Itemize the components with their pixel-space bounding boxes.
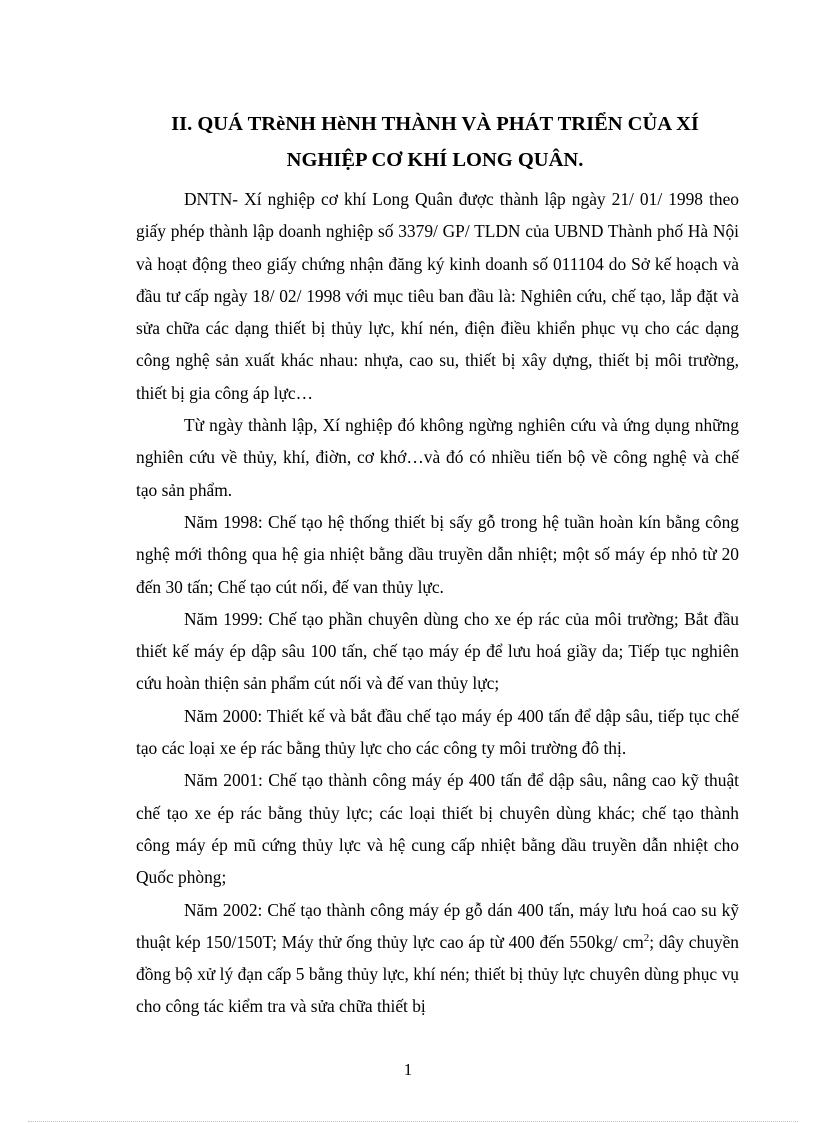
paragraph-intro: DNTN- Xí nghiệp cơ khí Long Quân được thành lập ngày 21/ 01/ 1998 theo giấy phép thành lập doanh nghiệp số 3379/ GP/ TLDN của UBND Thành phố Hà Nội và hoạt động theo giấy chứng nhận đăng ký kinh doanh số 011104 do Sở kế hoạch và đầu tư cấp ngày 18/ 02/ 1998 với mục tiêu ban đầu là: Nghiên cứu, chế tạo, lắp đặt và sửa chữa các dạng thiết bị thủy lực, khí nén, điện điều khiển phục vụ cho các dạng công nghệ sản xuất khác nhau: nhựa, cao su, thiết bị xây dựng, thiết bị môi trường, thiết bị gia công áp lực…: [136, 189, 739, 403]
paragraph-year-1999: Năm 1999: Chế tạo phần chuyên dùng cho xe ép rác của môi trường; Bắt đầu thiết kế máy ép dập sâu 100 tấn, chế tạo máy ép để lưu hoá giầy da; Tiếp tục nghiên cứu hoàn thiện sản phẩm cút nối và đế van thủy lực;: [136, 608, 739, 694]
section-heading: [110, 106, 760, 178]
page-number: 1: [403, 1060, 413, 1079]
paragraph-development: Từ ngày thành lập, Xí nghiệp đó không ngừng nghiên cứu và ứng dụng những nghiên cứu về thủy, khí, điờn, cơ khớ…và đó có nhiều tiến bộ về công nghệ và chế tạo sản phẩm.: [136, 415, 739, 500]
paragraph-year-1998: Năm 1998: Chế tạo hệ thống thiết bị sấy gỗ trong hệ tuần hoàn kín bằng công nghệ mới thông qua hệ gia nhiệt bằng dầu truyền dẫn nhiệt; một số máy ép nhỏ từ 20 đến 30 tấn; Chế tạo cút nối, đế van thủy lực.: [136, 511, 739, 597]
paragraph-year-2002-text-a: Năm 2002: Chế tạo thành công máy ép gỗ dán 400 tấn, máy lưu hoá cao su kỹ thuật kép 150/150T; Máy thử ống thủy lực cao áp từ 400 đến 550kg/ cm: [136, 899, 739, 952]
body-text: [136, 183, 739, 1023]
section-heading-line-1: II. QUÁ TRèNH HèNH THÀNH VÀ PHÁT TRIỂN CỦA XÍ: [171, 113, 699, 135]
paragraph-year-2001: Năm 2001: Chế tạo thành công máy ép 400 tấn để dập sâu, nâng cao kỹ thuật chế tạo xe ép rác bằng thủy lực; các loại thiết bị chuyên dùng khác; chế tạo thành công máy ép mũ cứng thủy lực và hệ cung cấp nhiệt bằng dầu truyền dẫn nhiệt cho Quốc phòng;: [136, 770, 739, 888]
paragraph-year-2002: [136, 894, 739, 1023]
paragraph-year-2000: Năm 2000: Thiết kế và bắt đầu chế tạo máy ép 400 tấn để dập sâu, tiếp tục chế tạo các loại xe ép rác bằng thủy lực cho các công ty môi trường đô thị.: [136, 705, 739, 759]
section-heading-line-2: NGHIỆP CƠ KHÍ LONG QUÂN.: [286, 149, 584, 171]
paragraph-year-2002-text-b: ; dây chuyền đồng bộ xử lý đạn cấp 5 bằng thủy lực, khí nén; thiết bị thủy lực chuyên dùng phục vụ cho công tác kiểm tra và sửa chữa thiết bị: [136, 931, 739, 1017]
superscript-exponent: 2: [643, 932, 650, 945]
page-bottom-divider: [28, 1121, 798, 1122]
